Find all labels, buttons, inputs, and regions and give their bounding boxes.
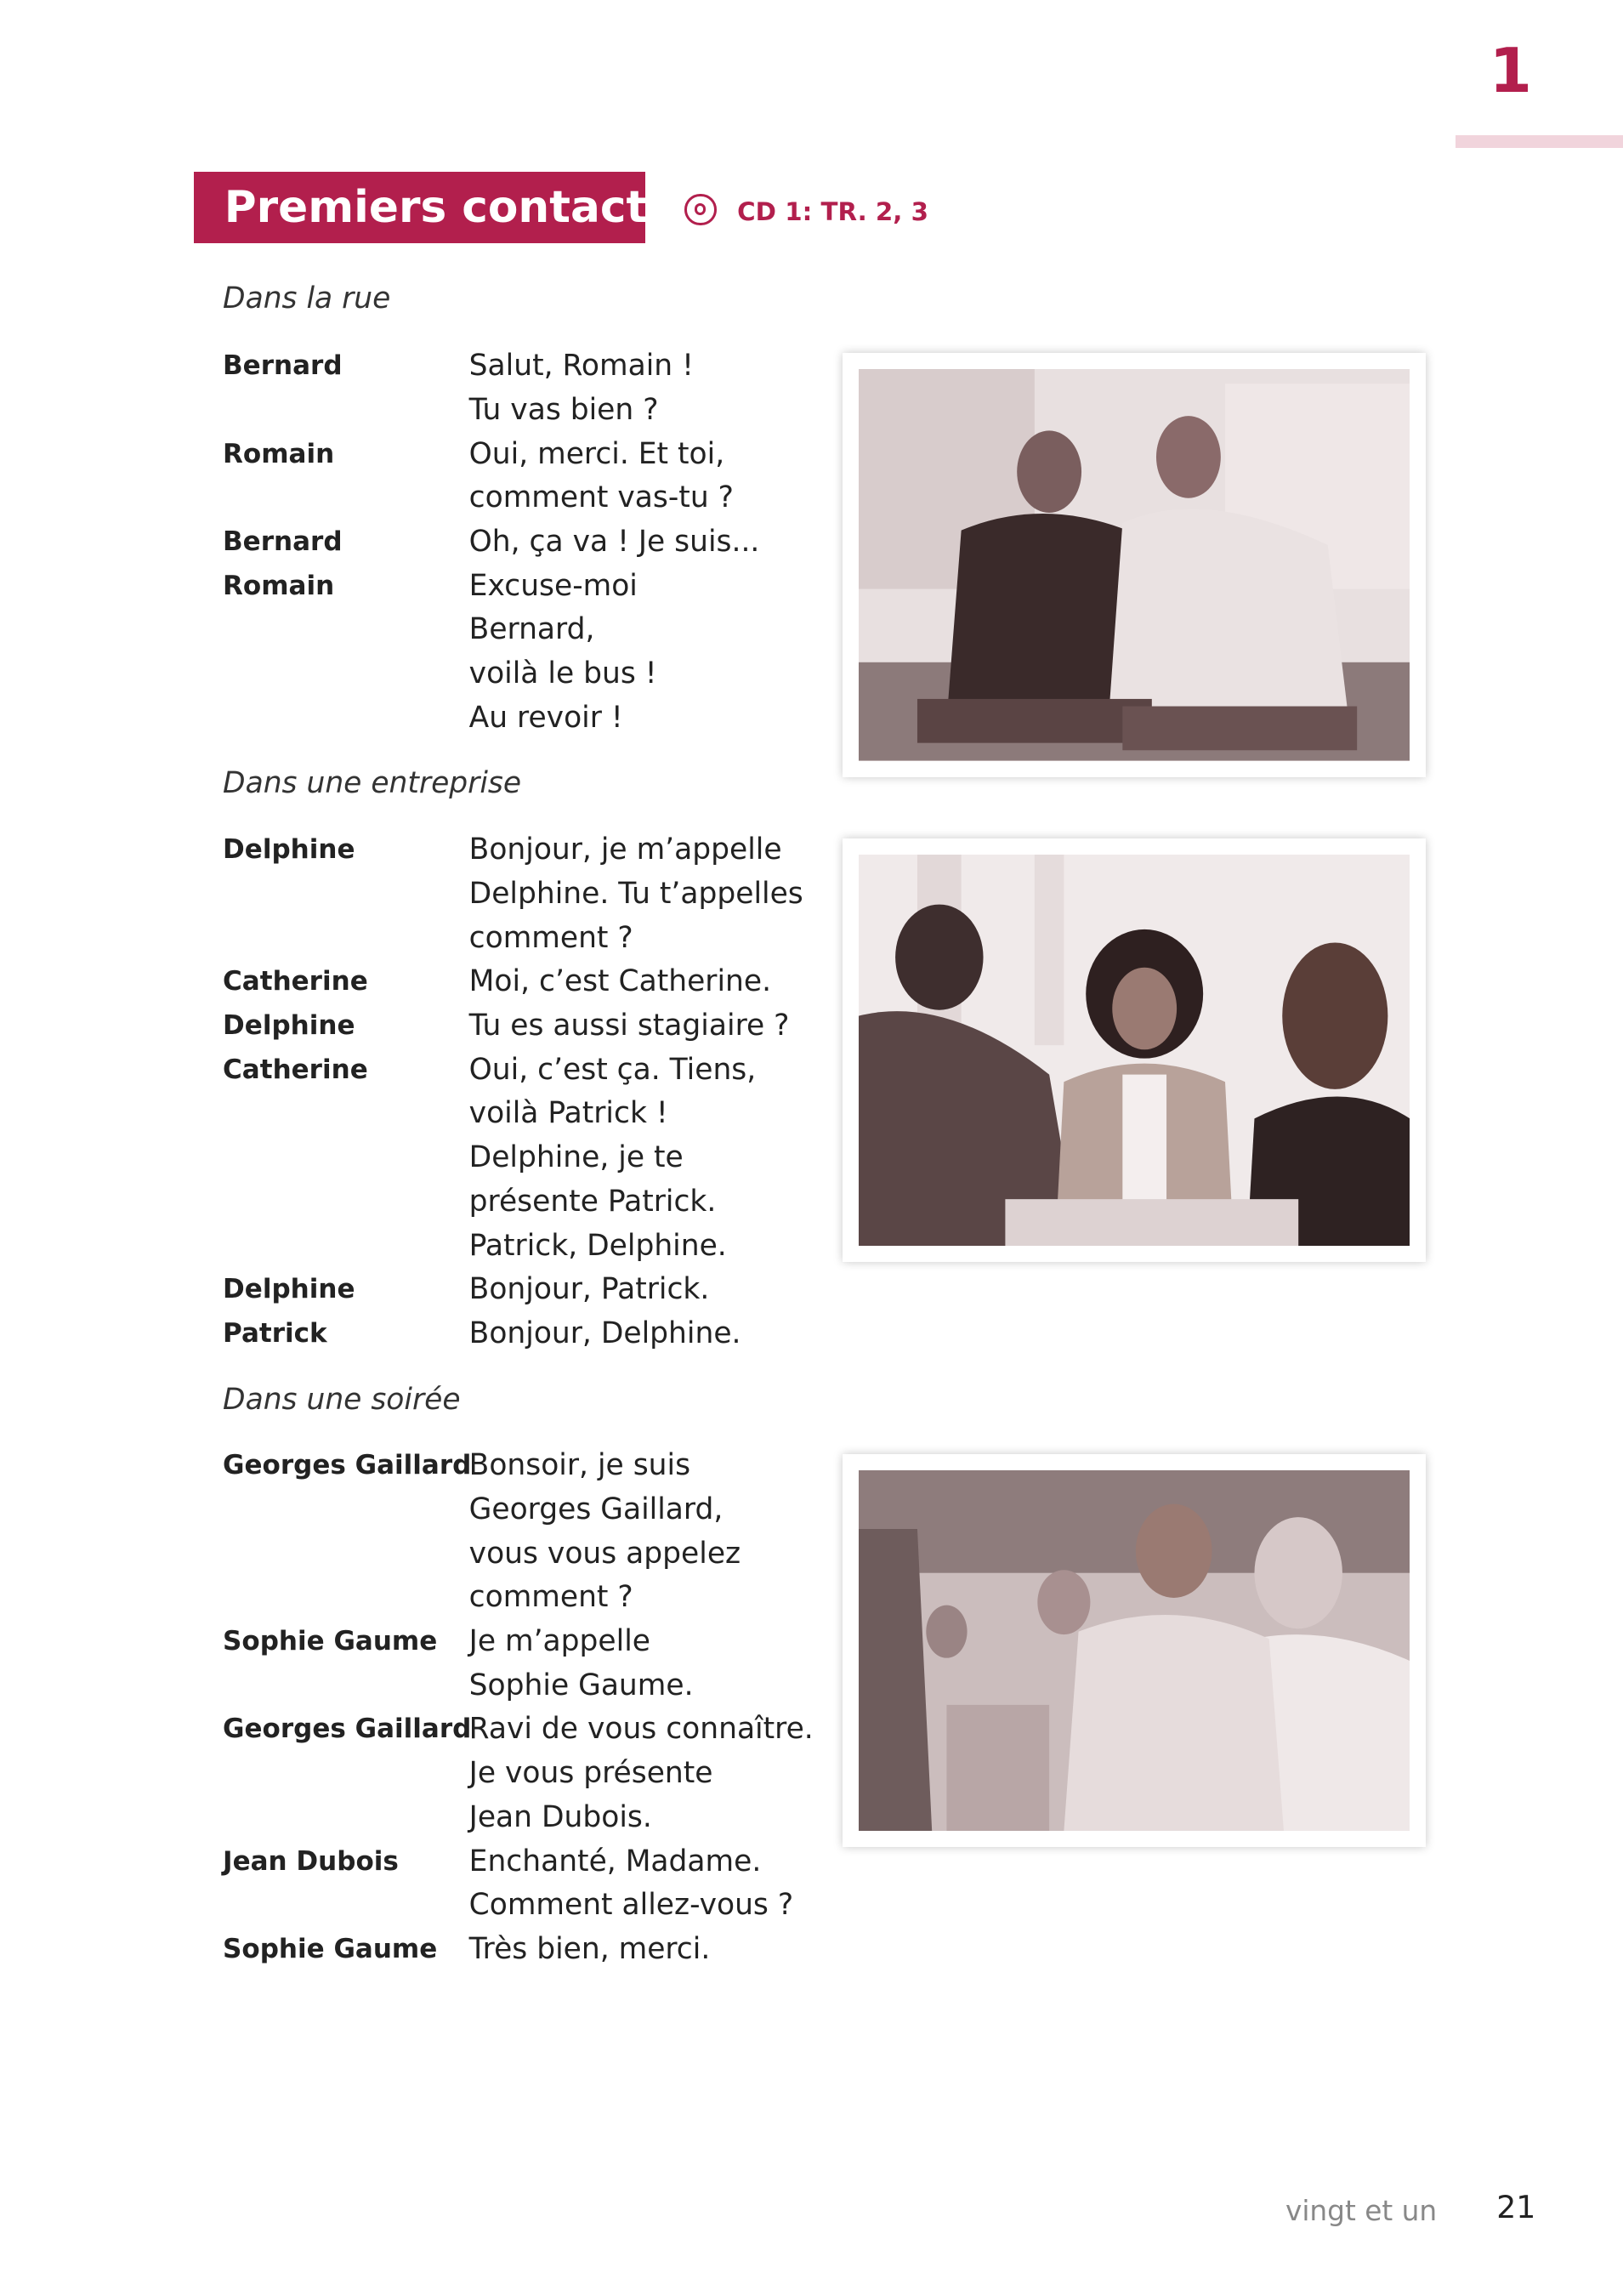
speaker-name: Delphine (223, 834, 355, 866)
speaker-name: Sophie Gaume (223, 1934, 438, 1965)
speaker-name: Catherine (223, 966, 368, 997)
dialogue-line: Tu es aussi stagiaire ? (468, 1008, 790, 1043)
dialogue-line: comment vas-tu ? (468, 480, 734, 515)
speaker-name: Bernard (223, 350, 343, 382)
speaker-name: Delphine (223, 1009, 355, 1041)
speaker-name: Georges Gaillard (223, 1450, 472, 1481)
dialogue-line: Oui, c’est ça. Tiens, (468, 1052, 757, 1087)
dialogue-line: Tu vas bien ? (468, 392, 659, 427)
dialogue-line: Bonjour, Patrick. (468, 1272, 710, 1307)
dialogue-line: Je vous présente (468, 1756, 713, 1791)
speaker-name: Jean Dubois (223, 1845, 399, 1877)
dialogue-line: Delphine. Tu t’appelles (468, 876, 803, 911)
dialogue-line: Bernard, (468, 612, 595, 647)
dialogue-line: Bonjour, je m’appelle (468, 833, 782, 867)
dialogue-line: Bonjour, Delphine. (468, 1316, 741, 1350)
dialogue-line: Je m’appelle (468, 1624, 650, 1659)
dialogue-line: Très bien, merci. (468, 1932, 711, 1967)
speaker-name: Georges Gaillard (223, 1713, 472, 1745)
dialogue-line: Ravi de vous connaître. (468, 1712, 814, 1747)
dialogue-line: Sophie Gaume. (468, 1668, 694, 1702)
photo-street-image (859, 369, 1410, 760)
section-title-banner: Premiers contacts (194, 172, 645, 243)
dialogue-section-title: Dans la rue (223, 281, 391, 315)
speaker-name: Patrick (223, 1317, 327, 1349)
dialogue-line: Excuse-moi (468, 568, 638, 603)
dialogue-section-title: Dans une soirée (223, 1382, 461, 1417)
dialogue-line: Moi, c’est Catherine. (468, 964, 772, 999)
dialogue-line: Oui, merci. Et toi, (468, 436, 725, 471)
speaker-name: Catherine (223, 1054, 368, 1085)
dialogue-line: Enchanté, Madame. (468, 1844, 762, 1878)
photo-party (843, 1454, 1426, 1847)
dialogue-line: Patrick, Delphine. (468, 1228, 727, 1263)
dialogue-line: présente Patrick. (468, 1184, 717, 1219)
cd-track-reference: CD 1: TR. 2, 3 (737, 197, 929, 227)
dialogue-section-title: Dans une entreprise (223, 766, 522, 801)
page-number: 21 (1496, 2189, 1536, 2226)
cd-icon (684, 194, 717, 226)
speaker-name: Sophie Gaume (223, 1626, 438, 1657)
dialogue-line: voilà le bus ! (468, 656, 657, 691)
photo-party-image (859, 1470, 1410, 1831)
photo-street (843, 353, 1426, 776)
page-number-words: vingt et un (1285, 2194, 1438, 2227)
speaker-name: Bernard (223, 526, 343, 558)
dialogue-line: Jean Dubois. (468, 1799, 652, 1834)
photo-office (843, 838, 1426, 1262)
speaker-name: Romain (223, 438, 335, 469)
dialogue-line: Au revoir ! (468, 700, 623, 735)
dialogue-line: comment ? (468, 1580, 633, 1615)
dialogue-line: comment ? (468, 920, 633, 955)
dialogue-line: vous vous appelez (468, 1536, 741, 1571)
dialogue-line: Oh, ça va ! Je suis... (468, 525, 760, 560)
dialogue-line: Comment allez-vous ? (468, 1888, 794, 1923)
chapter-tab-bar (1456, 135, 1623, 149)
speaker-name: Romain (223, 570, 335, 601)
dialogue-line: Bonsoir, je suis (468, 1448, 691, 1483)
dialogue-line: voilà Patrick ! (468, 1096, 668, 1131)
photo-office-image (859, 855, 1410, 1246)
chapter-number: 1 (1489, 36, 1532, 108)
dialogue-line: Georges Gaillard, (468, 1492, 724, 1526)
dialogue-line: Salut, Romain ! (468, 349, 694, 384)
dialogue-line: Delphine, je te (468, 1140, 684, 1175)
speaker-name: Delphine (223, 1274, 355, 1305)
